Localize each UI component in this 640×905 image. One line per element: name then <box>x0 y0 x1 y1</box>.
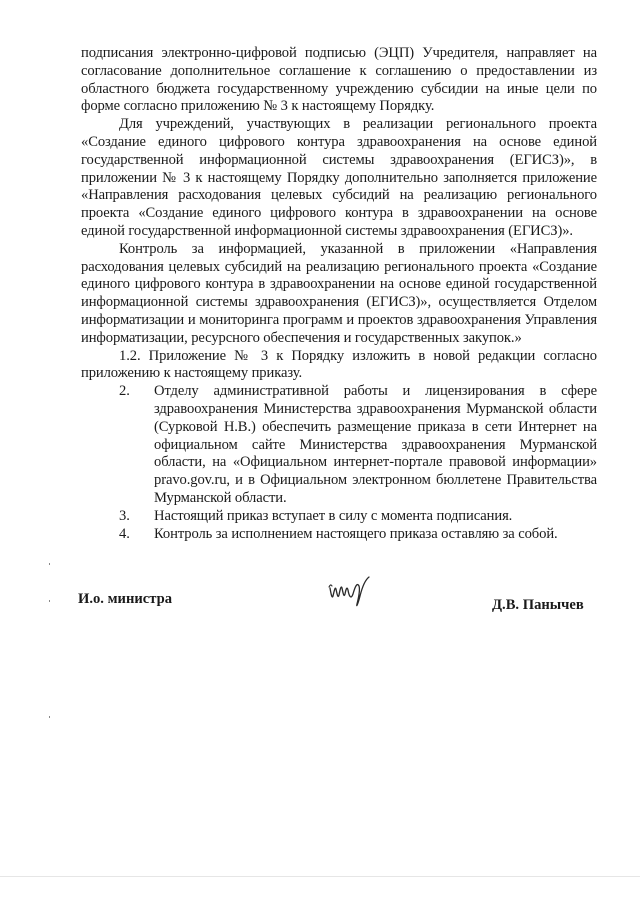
list-item-4 <box>81 526 597 544</box>
signer-name: Д.В. Панычев <box>492 597 584 613</box>
paragraph-continuation: подписания электронно-цифровой подписью (ЭЦП) Учредителя, направляет на согласование дополнительное соглашение к соглашению о предоставлении из областного бюджета государственному учреждению субсидии на иные цели по форме согласно приложению № 3 к настоящему Порядку. <box>81 45 597 115</box>
margin-mark <box>49 716 50 718</box>
list-item-2 <box>81 383 597 508</box>
list-item-number: 3. <box>119 507 130 524</box>
list-item-number: 4. <box>119 525 130 542</box>
margin-mark <box>49 563 50 565</box>
list-item-text: Отделу административной работы и лицензирования в сфере здравоохранения Министерства здравоохранения Мурманской области (Сурковой Н.В.) обеспечить размещение приказа в сети Интернет на официальном сайте Министерства здравоохранения Мурманской области, на «Официальном интернет-портале правовой информации» pravo.gov.ru, и в Официальном электронном бюллетене Правительства Мурманской области. <box>154 383 597 506</box>
paragraph-item-1-2: 1.2. Приложение № 3 к Порядку изложить в новой редакции согласно приложению к настоящему приказу. <box>81 347 597 382</box>
list-item-text: Контроль за исполнением настоящего приказа оставляю за собой. <box>154 525 558 542</box>
list-item-number: 2. <box>119 383 130 400</box>
paragraph-egisz-institutions: Для учреждений, участвующих в реализации регионального проекта «Создание единого цифрового контура здравоохранения на основе единой государственной информационной системы здравоохранения (ЕГИСЗ)», в приложении № 3 к настоящему Порядку дополнительно заполняется приложение «Направления расходования целевых субсидий на реализацию регионального проекта «Создание единого цифрового контура в здравоохранении на основе единой государственной информационной системы здравоохранения (ЕГИСЗ)». <box>81 116 597 239</box>
paragraph-control-information: Контроль за информацией, указанной в приложении «Направления расходования целевых субсидий на реализацию регионального проекта «Создание единого цифрового контура в здравоохранении на основе единой государственной информационной системы здравоохранения (ЕГИСЗ)», осуществляется Отделом информатизации и мониторинга программ и проектов здравоохранения Управления информатизации, ресурсного обеспечения и государственных закупок.» <box>81 240 597 346</box>
margin-mark <box>49 600 50 602</box>
handwritten-signature <box>327 574 379 610</box>
list-item-3 <box>81 508 597 526</box>
document-body <box>81 45 597 543</box>
signer-position: И.о. министра <box>78 591 172 607</box>
page-bottom-edge <box>0 876 640 877</box>
list-item-text: Настоящий приказ вступает в силу с момента подписания. <box>154 507 513 524</box>
